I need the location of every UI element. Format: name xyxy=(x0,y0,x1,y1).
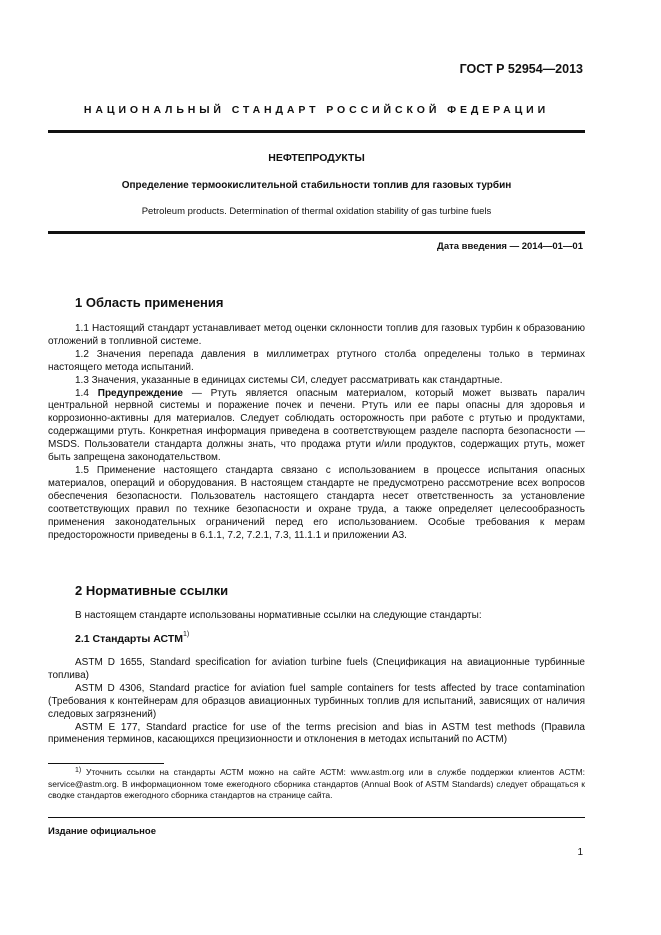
subsection-2-1-heading xyxy=(75,633,189,645)
page-number: 1 xyxy=(577,847,583,858)
footnote-ref-marker: 1) xyxy=(183,631,190,638)
top-divider xyxy=(48,130,585,133)
paragraph-1-3 xyxy=(48,375,585,388)
subsection-2-1-title: 2.1 Стандарты АСТМ xyxy=(75,633,184,645)
section-2-intro xyxy=(48,610,585,623)
section-2-heading: 2 Нормативные ссылки xyxy=(75,583,229,598)
footnote-divider xyxy=(48,763,164,764)
document-number: ГОСТ Р 52954—2013 xyxy=(459,62,583,76)
paragraph-1-5 xyxy=(48,465,585,542)
section-1-body xyxy=(48,323,585,542)
paragraph-1-4 xyxy=(48,388,585,465)
introduction-date: Дата введения — 2014—01—01 xyxy=(437,241,583,252)
footnote-text: Уточнить ссылки на стандарты АСТМ можно на сайте АСТМ: www.astm.org или в службе поддержки клиентов АСТМ: service@astm.org. В информационном томе ежегодного сборника стандартов (Annual Book of ASTM Standards) следует обращаться к сводке стандартов ежегодного сборника стандартов на странице сайта. xyxy=(48,767,585,800)
document-subtitle-en: Petroleum products. Determination of thermal oxidation stability of gas turbine fuels xyxy=(141,206,492,217)
reference-item xyxy=(48,722,585,748)
paragraph-1-4-text: — Ртуть является опасным материалом, который может вызвать паралич центральной нервной системы и поражение почек и печени. Ртуть или ее пары опасны для здоровья и коррозионно-активны для материалов. Следует соблюдать осторожность при работе с ртутью и продуктами, содержащими ртуть. Конкретная информация приведена в соответствующем разделе паспорта безопасности — MSDS. Пользователи стандарта должны знать, что продажа ртути и/или продуктов, содержащих ртуть, может быть запрещена законодательством. xyxy=(48,387,586,464)
section-1-heading: 1 Область применения xyxy=(75,295,224,310)
section-2-intro-text: В настоящем стандарте использованы нормативные ссылки на следующие стандарты: xyxy=(75,610,482,621)
references-list xyxy=(48,657,585,747)
paragraph-1-1 xyxy=(48,323,585,349)
warning-label: Предупреждение xyxy=(97,387,183,399)
reference-item xyxy=(48,657,585,683)
paragraph-1-5-text: 1.5 Применение настоящего стандарта связано с использованием в процессе испытания опасных материалов, операций и оборудования. В настоящем стандарте не предусмотрено рассмотрение всех вопросов обеспечения безопасности. Пользователь настоящего стандарта несет ответственность за установление соответствующих правил по технике безопасности и охране труда, а также определяет целесообразность применения законодательных ограничений перед его использованием. Особые требования к мерам предосторожности приведены в 6.1.1, 7.2, 7.2.1, 7.3, 11.1.1 и приложении А3. xyxy=(48,464,585,541)
reference-astm-d1655: ASTM D 1655, Standard specification for aviation turbine fuels (Спецификация на авиационные турбинные топлива) xyxy=(48,657,585,681)
title-divider xyxy=(48,231,585,234)
national-standard-banner: НАЦИОНАЛЬНЫЙ СТАНДАРТ РОССИЙСКОЙ ФЕДЕРАЦИИ xyxy=(83,104,550,116)
paragraph-1-3-text: 1.3 Значения, указанные в единицах системы СИ, следует рассматривать как стандартные. xyxy=(75,374,503,386)
reference-astm-d4306: ASTM D 4306, Standard practice for aviation fuel sample containers for tests affected by trace contamination (Требования к контейнерам для образцов авиационных турбинных топлив для испытаний, зависящих от наличия следовых загрязнений) xyxy=(48,682,585,720)
document-subtitle-ru: Определение термоокислительной стабильности топлив для газовых турбин xyxy=(121,180,512,191)
paragraph-1-1-text: 1.1 Настоящий стандарт устанавливает метод оценки склонности топлив для газовых турбин к образованию отложений в топливной системе. xyxy=(48,323,585,347)
official-edition-label: Издание официальное xyxy=(48,826,156,837)
reference-item xyxy=(48,683,585,722)
paragraph-1-2-text: 1.2 Значения перепада давления в миллиметрах ртутного столба определены только в терминах настоящего метода испытаний. xyxy=(48,348,585,373)
reference-astm-e177: ASTM E 177, Standard practice for use of the terms precision and bias in ASTM test methods (Правила применения терминов, касающихся прецизионности и отклонения в методах испытаний по АСТМ) xyxy=(48,721,585,746)
footer-divider xyxy=(48,817,585,818)
footnote xyxy=(48,767,585,802)
document-title: НЕФТЕПРОДУКТЫ xyxy=(268,152,365,164)
paragraph-1-2 xyxy=(48,349,585,375)
footnote-marker: 1) xyxy=(75,767,82,774)
paragraph-1-4-number: 1.4 xyxy=(75,387,89,399)
